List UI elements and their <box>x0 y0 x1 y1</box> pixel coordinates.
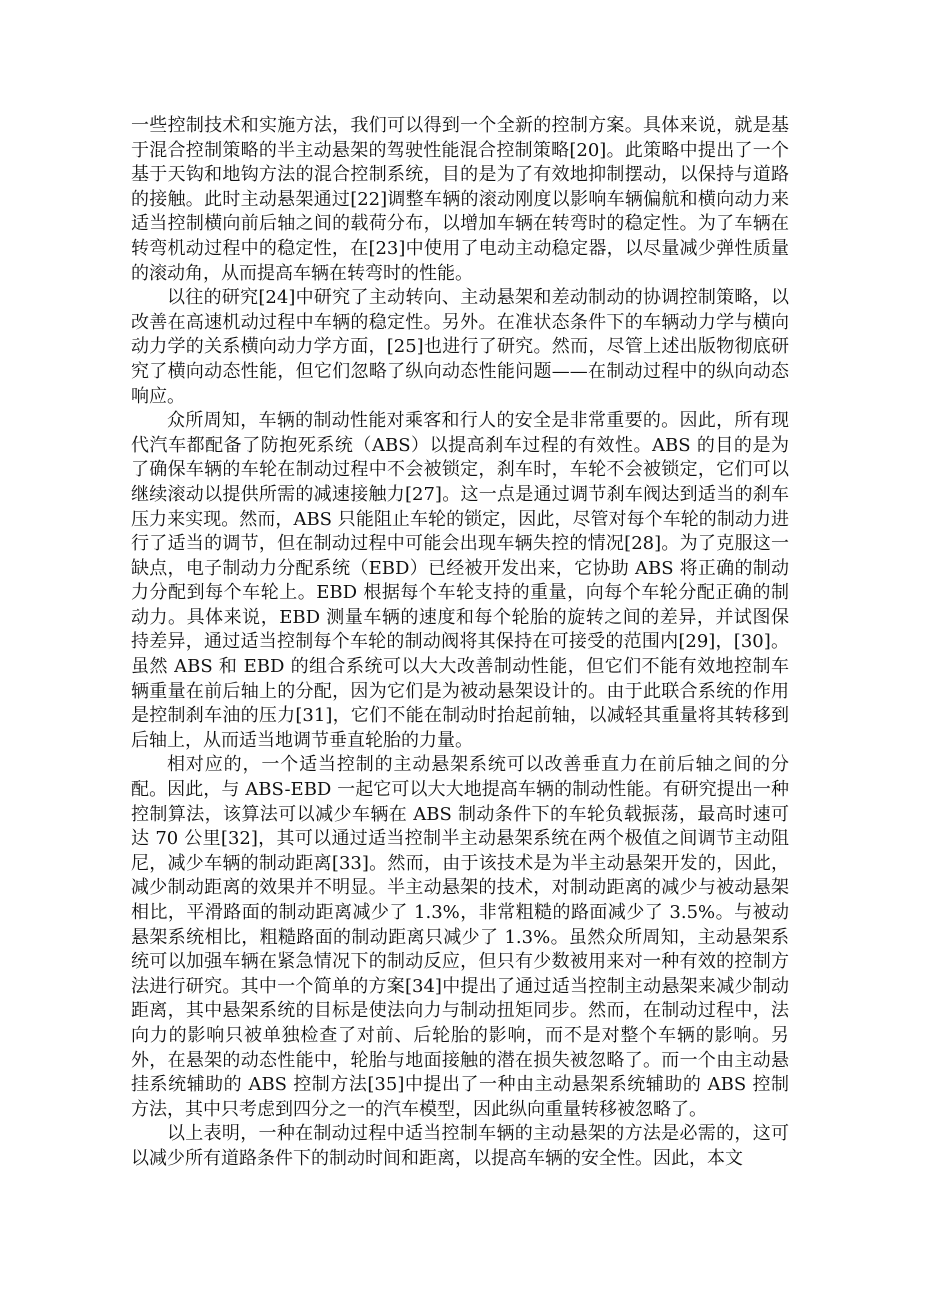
paragraph-2: 以往的研究[24]中研究了主动转向、主动悬架和差动制动的协调控制策略，以改善在高速机动过程中车辆的稳定性。另外。在准状态条件下的车辆动力学与横向动力学的关系横向动力学方面，[25]也进行了研究。然而，尽管上述出版物彻底研究了横向动态性能，但它们忽略了纵向动态性能问题——在制动过程中的纵向动态响应。 <box>131 287 789 407</box>
paragraph-1: 一些控制技术和实施方法，我们可以得到一个全新的控制方案。具体来说，就是基于混合控制策略的半主动悬架的驾驶性能混合控制策略[20]。此策略中提出了一个基于天钩和地钩方法的混合控制系统，目的是为了有效地抑制摆动，以保持与道路的接触。此时主动悬架通过[22]调整车辆的滚动刚度以影响车辆偏航和横向动力来适当控制横向前后轴之间的载荷分布，以增加车辆在转弯时的稳定性。为了车辆在转弯机动过程中的稳定性，在[23]中使用了电动主动稳定器，以尽量减少弹性质量的滚动角，从而提高车辆在转弯时的性能。 <box>131 115 789 284</box>
paragraph-3: 众所周知，车辆的制动性能对乘客和行人的安全是非常重要的。因此，所有现代汽车都配备了防抱死系统（ABS）以提高刹车过程的有效性。ABS 的目的是为了确保车辆的车轮在制动过程中不会被锁定，刹车时，车轮不会被锁定，它们可以继续滚动以提供所需的减速接触力[27]。这一点是通过调节刹车阀达到适当的刹车压力来实现。然而，ABS 只能阻止车轮的锁定，因此，尽管对每个车轮的制动力进行了适当的调节，但在制动过程中可能会出现车辆失控的情况[28]。为了克服这一缺点，电子制动力分配系统（EBD）已经被开发出来，它协助 ABS 将正确的制动力分配到每个车轮上。EBD 根据每个车轮支持的重量，向每个车轮分配正确的制动力。具体来说，EBD 测量车辆的速度和每个轮胎的旋转之间的差异，并试图保持差异，通过适当控制每个车轮的制动阀将其保持在可接受的范围内[29]，[30]。虽然 ABS 和 EBD 的组合系统可以大大改善制动性能，但它们不能有效地控制车辆重量在前后轴上的分配，因为它们是为被动悬架设计的。由于此联合系统的作用是控制刹车油的压力[31]，它们不能在制动时抬起前轴，以减轻其重量将其转移到后轴上，从而适当地调节垂直轮胎的力量。 <box>131 410 789 751</box>
paragraph-4: 相对应的，一个适当控制的主动悬架系统可以改善垂直力在前后轴之间的分配。因此，与 ABS-EBD 一起它可以大大地提高车辆的制动性能。有研究提出一种控制算法，该算法可以减少车辆在 ABS 制动条件下的车轮负载振荡，最高时速可达 70 公里[32]，其可以通过适当控制半主动悬架系统在两个极值之间调节主动阻尼，减少车辆的制动距离[33]。然而，由于该技术是为半主动悬架开发的，因此，减少制动距离的效果并不明显。半主动悬架的技术，对制动距离的减少与被动悬架相比，平滑路面的制动距离减少了 1.3%，非常粗糙的路面减少了 3.5%。与被动悬架系统相比，粗糙路面的制动距离只减少了 1.3%。虽然众所周知，主动悬架系统可以加强车辆在紧急情况下的制动反应，但只有少数被用来对一种有效的控制方法进行研究。其中一个简单的方案[34]中提出了通过适当控制主动悬架来减少制动距离，其中悬架系统的目标是使法向力与制动扭矩同步。然而，在制动过程中，法向力的影响只被单独检查了对前、后轮胎的影响，而不是对整个车辆的影响。另外，在悬架的动态性能中，轮胎与地面接触的潜在损失被忽略了。而一个由主动悬挂系统辅助的 ABS 控制方法[35]中提出了一种由主动悬架系统辅助的 ABS 控制方法，其中只考虑到四分之一的汽车模型，因此纵向重量转移被忽略了。 <box>131 754 789 1120</box>
body-text <box>131 114 789 1172</box>
paragraph-5: 以上表明，一种在制动过程中适当控制车辆的主动悬架的方法是必需的，这可以减少所有道路条件下的制动时间和距离，以提高车辆的安全性。因此，本文 <box>131 1123 789 1169</box>
